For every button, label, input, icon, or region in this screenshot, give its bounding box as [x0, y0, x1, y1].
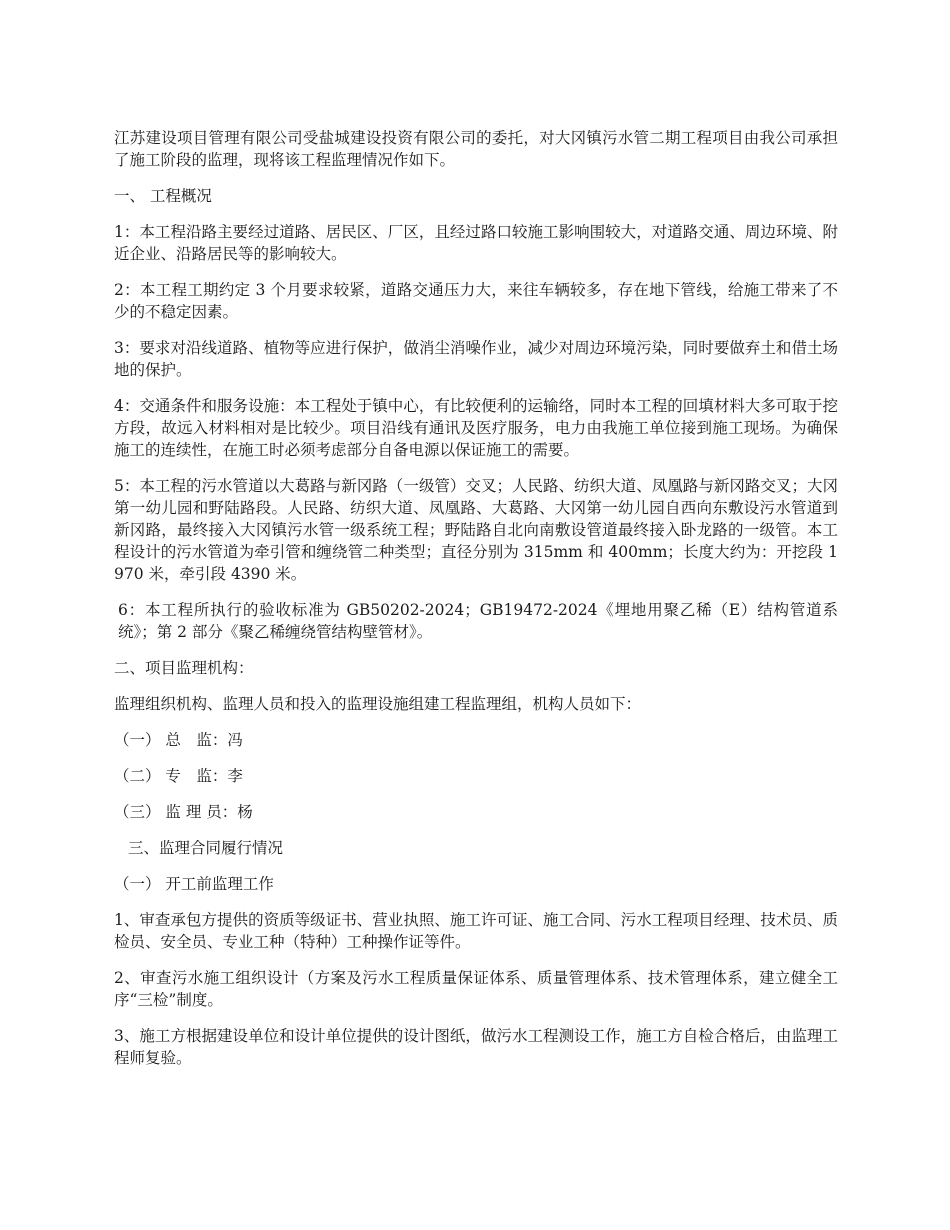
organization-intro: 监理组织机构、监理人员和投入的监理设施组建工程监理组，机构人员如下：: [114, 695, 642, 713]
pre-construction-item-2: 2、审查污水施工组织设计（方案及污水工程质量保证体系、质量管理体系、技术管理体系，建立健全工序“三检”制度。: [114, 969, 838, 1009]
overview-item-5: 5：本工程的污水管道以大葛路与新冈路（一级管）交叉；人民路、纺织大道、凤凰路与新冈路交叉；大冈第一幼儿园和野陆路段。人民路、纺织大道、凤凰路、大葛路、大冈第一幼儿园自西向东敷设污水管道到新冈路，最终接入大冈镇污水管一级系统工程；野陆路自北向南敷设管道最终接入卧龙路的一级管。本工程设计的污水管道为牵引管和缠绕管二种类型；直径分别为 315mm 和 400mm；长度大约为：开挖段 1970 米，牵引段 4390 米。: [114, 477, 838, 583]
intro-paragraph: 江苏建设项目管理有限公司受盐城建设投资有限公司的委托，对大冈镇污水管二期工程项目由我公司承担了施工阶段的监理，现将该工程监理情况作如下。: [114, 129, 838, 169]
overview-item-4: 4：交通条件和服务设施：本工程处于镇中心，有比较便利的运输络，同时本工程的回填材料大多可取于挖方段，故远入材料相对是比较少。项目沿线有通讯及医疗服务，电力由我施工单位接到施工现场。为确保施工的连续性，在施工时必须考虑部分自备电源以保证施工的需要。: [114, 397, 838, 459]
overview-item-1: 1：本工程沿路主要经过道路、居民区、厂区，且经过路口较施工影响围较大，对道路交通、周边环境、附近企业、沿路居民等的影响较大。: [114, 223, 838, 263]
overview-item-3: 3：要求对沿线道路、植物等应进行保护，做消尘消噪作业，减少对周边环境污染，同时要做弃土和借土场地的保护。: [114, 339, 838, 379]
overview-item-6: 6：本工程所执行的验收标准为 GB50202-2024；GB19472-2024《埋地用聚乙稀（E）结构管道系统》；第 2 部分《聚乙稀缠绕管结构壁管材》。: [118, 601, 838, 641]
staff-chief-supervisor: （一） 总 监：冯: [114, 731, 243, 749]
staff-supervisor: （三） 监 理 员：杨: [114, 803, 253, 821]
staff-specialist-supervisor: （二） 专 监：李: [114, 767, 243, 785]
pre-construction-item-1: 1、审查承包方提供的资质等级证书、营业执照、施工许可证、施工合同、污水工程项目经理、技术员、质检员、安全员、专业工种（特种）工种操作证等件。: [114, 911, 838, 951]
document-body: [114, 127, 838, 1083]
section-heading-contract: 三、监理合同履行情况: [128, 839, 284, 857]
subsection-heading-pre-construction: （一） 开工前监理工作: [114, 875, 274, 893]
overview-item-2: 2：本工程工期约定 3 个月要求较紧，道路交通压力大，来往车辆较多，存在地下管线，给施工带来了不少的不稳定因素。: [114, 281, 838, 321]
section-heading-overview: 一、 工程概况: [114, 187, 212, 205]
section-heading-organization: 二、项目监理机构：: [114, 659, 254, 677]
pre-construction-item-3: 3、施工方根据建设单位和设计单位提供的设计图纸，做污水工程测设工作，施工方自检合格后，由监理工程师复验。: [114, 1027, 838, 1067]
